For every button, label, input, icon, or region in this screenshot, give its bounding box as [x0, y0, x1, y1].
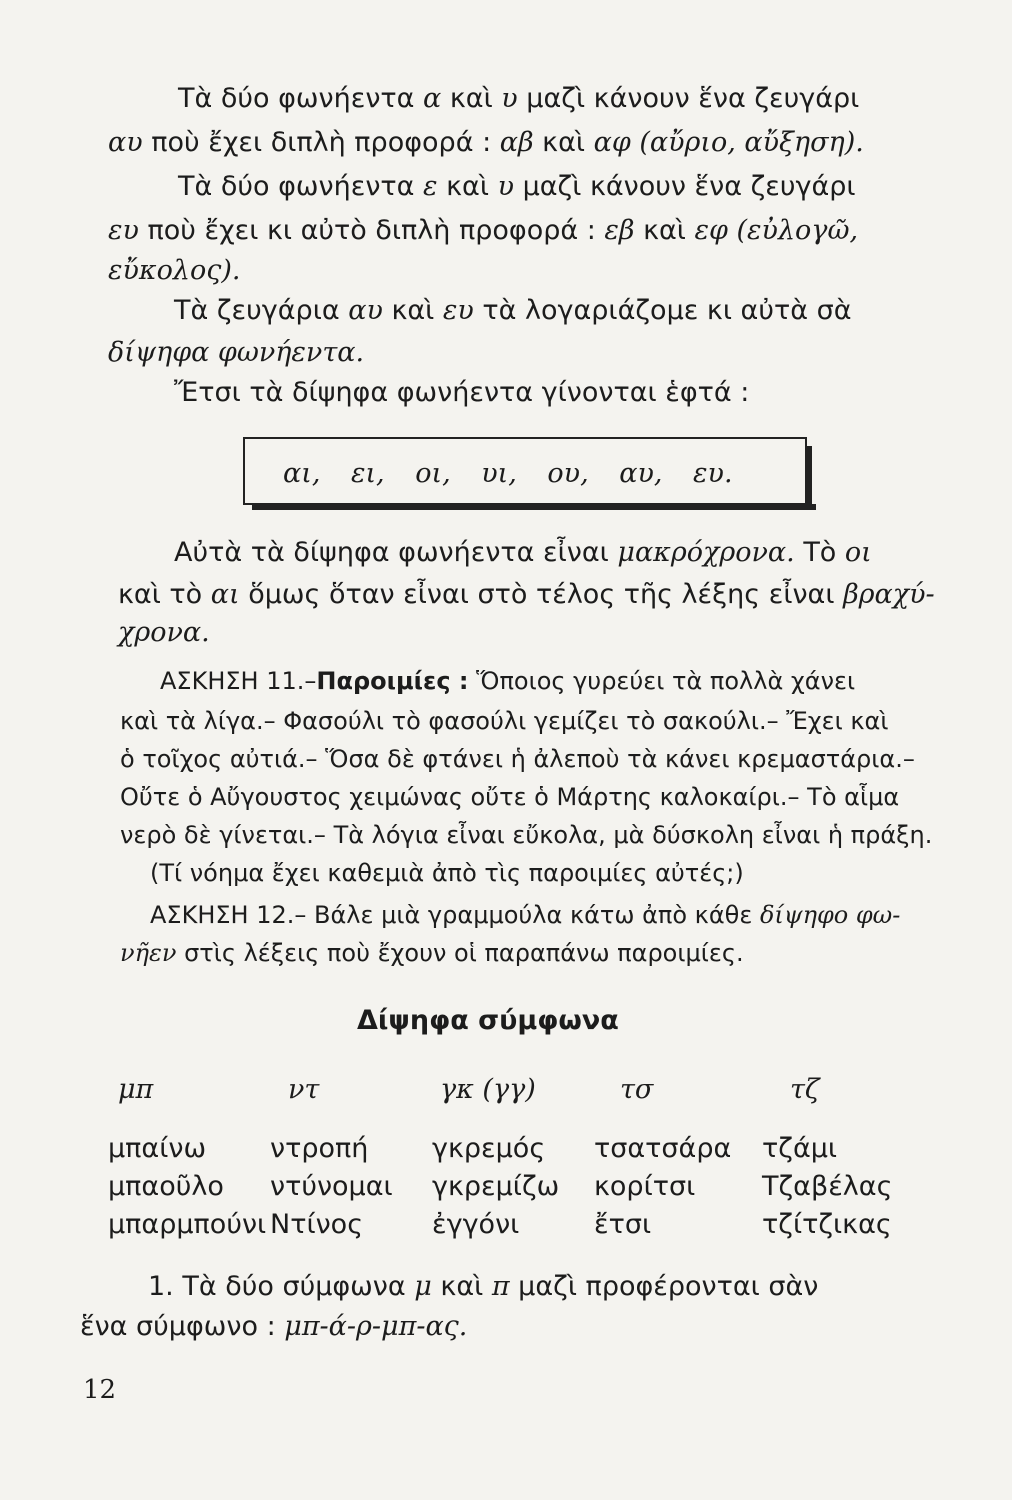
exercise-12-line-1: ΑΣΚΗΣΗ 12.– Βάλε μιὰ γραμμούλα κάτω ἀπὸ κάθε δίψηφο φω- [150, 901, 901, 929]
column-nt [270, 1130, 393, 1244]
text-line-6: Τὰ ζευγάρια αυ καὶ ευ τὰ λογαριάζομε κι αὐτὰ σὰ [174, 295, 852, 326]
letter-u: υ [501, 83, 518, 114]
word: ἐγγόνι [432, 1209, 520, 1240]
diphthong-list: αι, ει, οι, υι, ου, αυ, ευ. [283, 458, 733, 489]
text-line-1: Τὰ δύο φωνήεντα α καὶ υ μαζὶ κάνουν ἕνα ζευγάρι [178, 83, 860, 114]
para2-line-2: καὶ τὸ αι ὅμως ὅταν εἶναι στὸ τέλος τῆς λέξης εἶναι βραχύ- [118, 579, 935, 610]
exercise-11-line-6: (Τί νόημα ἔχει καθεμιὰ ἀπὸ τὶς παροιμίες αὐτές;) [150, 859, 744, 887]
text-line-3: Τὰ δύο φωνήεντα ε καὶ υ μαζὶ κάνουν ἕνα ζευγάρι [178, 171, 856, 202]
word: μπαοῦλο [108, 1171, 224, 1202]
word: ντροπή [270, 1133, 369, 1164]
exercise-11-line-2: καὶ τὰ λίγα.– Φασούλι τὸ φασούλι γεμίζει τὸ σακούλι.– Ἔχει καὶ [120, 707, 889, 735]
section-heading: Δίψηφα σύμφωνα [357, 1005, 619, 1036]
text-line-5: εὔκολος). [108, 255, 241, 286]
exercise-11-line-5: νερὸ δὲ γίνεται.– Τὰ λόγια εἶναι εὔκολα, μὰ δύσκολη εἶναι ἡ πράξη. [120, 821, 933, 849]
word: Τζαβέλας [762, 1171, 893, 1202]
column-head-tz: τζ [790, 1074, 820, 1105]
word: Ντίνος [270, 1209, 364, 1240]
text-line-2: αυ ποὺ ἔχει διπλὴ προφορά : αβ καὶ αφ (αὔριο, αὔξηση). [108, 127, 864, 158]
exercise-11-line-1: ΑΣΚΗΣΗ 11.–Παροιμίες : Ὅποιος γυρεύει τὰ πολλὰ χάνει [160, 667, 856, 695]
text-line-7: δίψηφα φωνήεντα. [108, 337, 365, 368]
exercise-11-line-3: ὁ τοῖχος αὐτιά.– Ὅσα δὲ φτάνει ἡ ἀλεποὺ τὰ κάνει κρεμαστάρια.– [120, 745, 915, 773]
word: κορίτσι [594, 1171, 696, 1202]
column-ts [594, 1130, 731, 1244]
word: μπαρμπούνι [108, 1209, 267, 1240]
column-head-mp: μπ [118, 1074, 154, 1105]
text-line-4: ευ ποὺ ἔχει κι αὐτὸ διπλὴ προφορά : εβ καὶ εφ (εὐλογῶ, [108, 215, 859, 246]
exercise-11-line-4: Οὔτε ὁ Αὔγουστος χειμώνας οὔτε ὁ Μάρτης καλοκαίρι.– Τὸ αἷμα [120, 783, 900, 811]
column-gk [432, 1130, 559, 1244]
para2-line-3: χρονα. [118, 617, 210, 648]
exercise-12-line-2: νῆεν στὶς λέξεις ποὺ ἔχουν οἱ παραπάνω παροιμίες. [120, 939, 744, 967]
word: ντύνομαι [270, 1171, 393, 1202]
column-head-ts: τσ [620, 1074, 654, 1105]
text-line-8: Ἔτσι τὰ δίψηφα φωνήεντα γίνονται ἑφτά : [174, 377, 750, 408]
column-head-nt: ντ [288, 1074, 320, 1105]
page-number: 12 [83, 1375, 117, 1405]
word: μπαίνω [108, 1133, 207, 1164]
rule-1-line-1: 1. Τὰ δύο σύμφωνα μ καὶ π μαζὶ προφέρονται σὰν [148, 1271, 819, 1302]
column-head-gk: γκ (γγ) [440, 1074, 536, 1105]
letter-a: α [423, 83, 442, 114]
column-mp [108, 1130, 266, 1244]
word: γκρεμός [432, 1133, 546, 1164]
box-shadow-bottom [252, 504, 816, 520]
box-shadow-right [806, 446, 822, 510]
word: τζίτζικας [762, 1209, 892, 1240]
para2-line-1: Αὐτὰ τὰ δίψηφα φωνήεντα εἶναι μακρόχρονα. Τὸ οι [174, 537, 872, 568]
word: γκρεμίζω [432, 1171, 560, 1202]
word: ἔτσι [594, 1209, 652, 1240]
column-tz [762, 1130, 892, 1244]
word: τσατσάρα [594, 1133, 732, 1164]
rule-1-line-2: ἕνα σύμφωνο : μπ-ά-ρ-μπ-ας. [80, 1311, 468, 1342]
word: τζάμι [762, 1133, 838, 1164]
